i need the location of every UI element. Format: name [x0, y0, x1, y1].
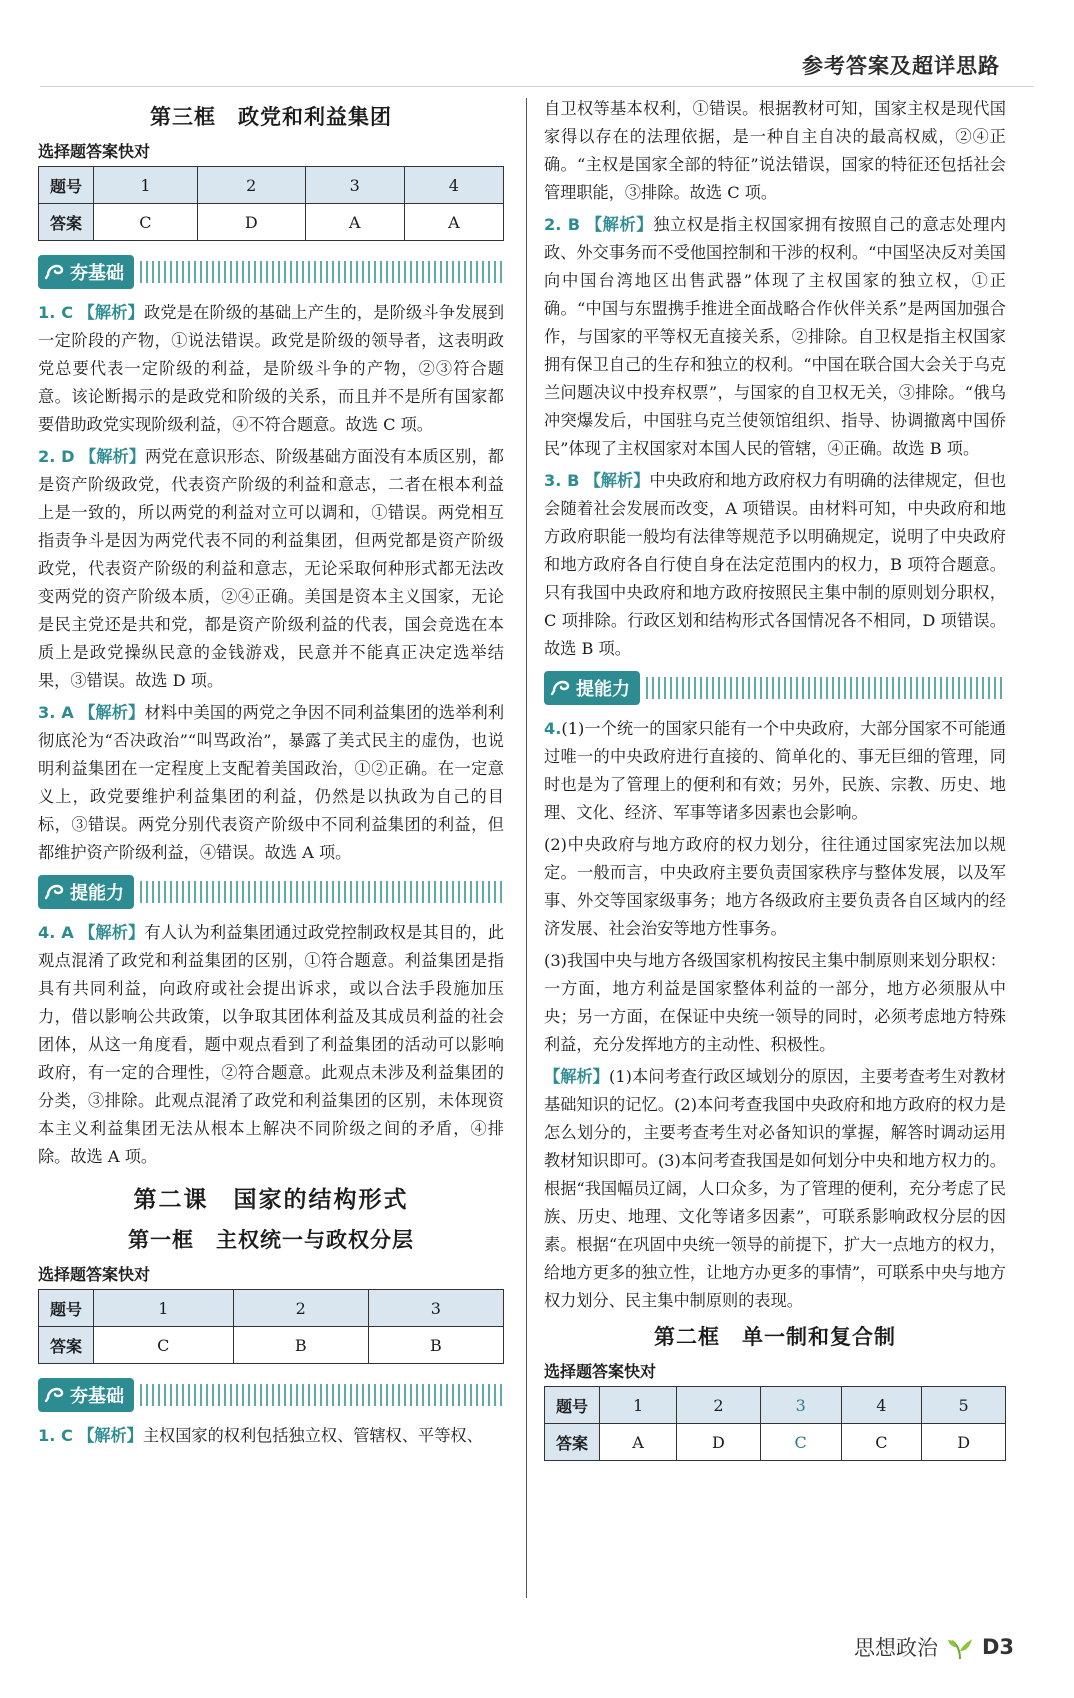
answer-cell: C	[94, 1327, 234, 1364]
row-header: 答案	[545, 1424, 600, 1461]
answer-item	[38, 1422, 504, 1450]
answer-item	[544, 211, 1006, 463]
answer-cell: A	[600, 1424, 677, 1461]
analysis-tag: 【解析】	[585, 215, 654, 234]
header-rule	[40, 86, 1034, 87]
question-number: 4. A	[38, 923, 74, 942]
answer-cell: D	[922, 1424, 1006, 1461]
answer-item-continued: 自卫权等基本权利，①错误。根据教材可知，国家主权是现代国家得以存在的法理依据，是一种自主自决的最高权威，②④正确。“主权是国家全部的特征”说法错误，国家的特征还包括社会管理职能，③排除。故选 C 项。	[544, 99, 1006, 202]
answer-table	[38, 166, 504, 241]
question-number: 2	[197, 167, 305, 204]
analysis-text: 材料中美国的两党之争因不同利益集团的选举利利彻底沦为“否决政治”“叫骂政治”，暴露了美式民主的虚伪，也说明利益集团在一定程度上支配着美国政治，①②正确。在一定意义上，政党要维护利益集团的利益，仍然是以执政为自己的目标，③错误。两党分别代表资产阶级中不同利益集团的利益，但都维护资产阶级利益，④错误。故选 A 项。	[38, 703, 505, 862]
answer-cell: B	[233, 1327, 368, 1364]
band-badge	[544, 671, 640, 705]
analysis-text: 有人认为利益集团通过政党控制政权是其目的，此观点混淆了政党和利益集团的区别，①符合题意。利益集团是指具有共同利益，向政府或社会提出诉求，或以合法手段施加压力，借以影响公共政策，以争取其团体利益及其成员利益的社会团体，从这一角度看，题中观点看到了利益集团的活动可以影响政府，有一定的合理性，②符合题意。此观点未涉及利益集团的分类，③排除。此观点混淆了政党和利益集团的区别，未体现资本主义利益集团无法从根本上解决不同阶级之间的矛盾，④排除。故选 A 项。	[38, 923, 505, 1166]
section-band-ability	[544, 669, 1006, 707]
analysis-tag: 【解析】	[79, 447, 146, 466]
answer-cell: C	[841, 1424, 922, 1461]
question-number: 3. A	[38, 703, 74, 722]
row-header: 题号	[39, 167, 94, 204]
question-number: 4	[404, 167, 503, 204]
quick-answer-label: 选择题答案快对	[38, 142, 151, 161]
question-number: 3. B	[544, 471, 580, 490]
band-label: 夯基础	[70, 1386, 124, 1407]
answer-item	[544, 467, 1006, 663]
analysis-tag: 【解析】	[78, 1426, 143, 1445]
section-title: 第一框 主权统一与政权分层	[128, 1228, 414, 1252]
right-column	[544, 95, 1006, 1473]
swirl-icon	[44, 881, 66, 903]
question-number: 1	[94, 1290, 234, 1327]
answer-table	[544, 1386, 1006, 1461]
analysis-tag: 【解析】	[78, 303, 144, 322]
question-number: 2. D	[38, 447, 75, 466]
question-number: 1	[94, 167, 198, 204]
swirl-icon	[44, 1384, 66, 1406]
analysis-block	[544, 1063, 1006, 1315]
band-label: 夯基础	[70, 263, 124, 284]
footer	[854, 1632, 1014, 1662]
leaf-icon	[946, 1633, 974, 1661]
analysis-text: 主权国家的权利包括独立权、管辖权、平等权、	[142, 1426, 483, 1445]
analysis-tag: 【解析】	[584, 471, 650, 490]
question-number: 1. C	[38, 1426, 73, 1445]
band-badge	[38, 255, 134, 289]
analysis-text: 两党在意识形态、阶级基础方面没有本质区别，都是资产阶级政党，代表资产阶级的利益和意志，二者在根本利益上是一致的，所以两党的利益对立可以调和，①错误。两党相互指责争斗是因为两党代表不同的利益集团，但两党都是资产阶级政党，代表资产阶级的利益和意志，无论采取何种形式都无法改变两党的资产阶级本质，②④正确。美国是资本主义国家，无论是民主党还是共和党，都是资产阶级利益的代表，国会竞选在本质上是政党操纵民意的金钱游戏，民意并不能真正决定选举结果，③错误。故选 D 项。	[38, 447, 504, 690]
answer-part: (1)一个统一的国家只能有一个中央政府，大部分国家不可能通过唯一的中央政府进行直接的、简单化的、事无巨细的管理，同时也是为了管理上的便利和有效；另外，民族、宗教、历史、地理、文化、经济、军事等诸多因素也会影响。	[544, 719, 1006, 822]
swirl-icon	[44, 261, 66, 283]
row-header: 题号	[545, 1387, 600, 1424]
page-number: D3	[981, 1635, 1014, 1659]
answer-item	[38, 919, 504, 1171]
quick-answer-label: 选择题答案快对	[38, 1265, 151, 1284]
question-number: 5	[922, 1387, 1006, 1424]
section-title: 第三框 政党和利益集团	[150, 105, 392, 129]
answer-item	[38, 699, 504, 867]
band-badge	[38, 1378, 134, 1412]
band-stripes	[140, 1384, 504, 1406]
column-divider	[526, 98, 527, 1598]
answer-part: (2)中央政府与地方政府的权力划分，往往通过国家宪法加以规定。一般而言，中央政府主要负责国家秩序与整体发展，以及军事、外交等国家级事务；地方各级政府主要负责各自区域内的经济发展、社会治安等地方性事务。	[544, 835, 1006, 938]
question-number: 2	[233, 1290, 368, 1327]
analysis-text: (1)本问考查行政区域划分的原因，主要考查考生对教材基础知识的记忆。(2)本问考查我国中央政府和地方政府的权力是怎么划分的，主要考查考生对必备知识的掌握，解答时调动运用教材知识即可。(3)本问考查我国是如何划分中央和地方权力的。根据“我国幅员辽阔，人口众多，为了管理的便利，充分考虑了民族、历史、地理、文化等诸多因素”，可联系影响政权分层的因素。根据“在巩固中央统一领导的前提下，扩大一点地方的权力，给地方更多的独立性，让地方办更多的事情”，可联系中央与地方权力划分、民主集中制原则的表现。	[544, 1067, 1006, 1310]
answer-cell: C	[94, 204, 198, 241]
question-number: 2	[677, 1387, 761, 1424]
question-number: 3	[305, 167, 404, 204]
analysis-tag: 【解析】	[544, 1067, 610, 1086]
question-number: 2. B	[544, 215, 581, 234]
answer-cell: A	[404, 204, 503, 241]
answer-part: (3)我国中央与地方各级国家机构按民主集中制原则来划分职权：一方面，地方利益是国家整体利益的一部分，地方必须服从中央；另一方面，在保证中央统一领导的同时，必须考虑地方特殊利益，充分发挥地方的主动性、积极性。	[544, 951, 1006, 1054]
analysis-text: 独立权是指主权国家拥有按照自己的意志处理内政、外交事务而不受他国控制和干涉的权利。“中国坚决反对美国向中国台湾地区出售武器”体现了主权国家的独立权，①正确。“中国与东盟携手推进全面战略合作伙伴关系”是两国加强合作，与国家的平等权无直接关系，②排除。自卫权是指主权国家拥有保卫自己的生存和独立的权利。“中国在联合国大会关于乌克兰问题决议中投弃权票”，与国家的自卫权无关，③排除。“俄乌冲突爆发后，中国驻乌克兰使领馆组织、指导、协调撤离中国侨民”体现了主权国家对本国人民的管辖，④正确。故选 B 项。	[544, 215, 1007, 458]
answer-table	[38, 1289, 504, 1364]
row-header: 答案	[39, 1327, 94, 1364]
answer-cell: A	[305, 204, 404, 241]
band-stripes	[646, 677, 1006, 699]
answer-item	[38, 443, 504, 695]
table-row	[39, 167, 504, 204]
table-row	[545, 1424, 1006, 1461]
lesson-title: 第二课 国家的结构形式	[133, 1187, 409, 1213]
band-stripes	[140, 261, 504, 283]
swirl-icon	[550, 677, 572, 699]
band-stripes	[140, 881, 504, 903]
question-number: 3	[760, 1387, 841, 1424]
footer-subject: 思想政治	[853, 1636, 938, 1660]
analysis-tag: 【解析】	[79, 703, 145, 722]
band-label: 提能力	[576, 679, 630, 700]
section-band-basic	[38, 1376, 504, 1414]
row-header: 答案	[39, 204, 94, 241]
table-row	[545, 1387, 1006, 1424]
row-header: 题号	[39, 1290, 94, 1327]
table-row	[39, 1327, 504, 1364]
question-number: 3	[368, 1290, 503, 1327]
left-column	[38, 95, 504, 1454]
analysis-text: 中央政府和地方政府权力有明确的法律规定，但也会随着社会发展而改变，A 项错误。由材料可知，中央政府和地方政府职能一般均有法律等规范予以明确规定，说明了中央政府和地方政府各自行使自身在法定范围内的权力，B 项符合题意。只有我国中央政府和地方政府按照民主集中制的原则划分职权，C 项排除。行政区划和结构形式各国情况各不相同，D 项错误。故选 B 项。	[544, 471, 1007, 658]
band-label: 提能力	[70, 883, 124, 904]
question-number: 4.	[544, 719, 562, 738]
question-number: 1	[600, 1387, 677, 1424]
answer-cell: D	[197, 204, 305, 241]
section-band-ability	[38, 873, 504, 911]
answer-cell: C	[760, 1424, 841, 1461]
question-number: 1. C	[38, 303, 74, 322]
table-row	[39, 204, 504, 241]
header-title: 参考答案及超详思路	[802, 54, 1000, 78]
quick-answer-label: 选择题答案快对	[544, 1362, 657, 1381]
section-title: 第二框 单一制和复合制	[654, 1325, 896, 1349]
answer-cell: B	[368, 1327, 503, 1364]
table-row	[39, 1290, 504, 1327]
answer-item	[544, 715, 1006, 827]
answer-item	[38, 299, 504, 439]
section-band-basic	[38, 253, 504, 291]
question-number: 4	[841, 1387, 922, 1424]
answer-cell: D	[677, 1424, 761, 1461]
analysis-tag: 【解析】	[79, 923, 145, 942]
analysis-text: 政党是在阶级的基础上产生的，是阶级斗争发展到一定阶段的产物，①说法错误。政党是阶级的领导者，这表明政党总要代表一定阶级的利益，是阶级斗争的产物，②③符合题意。该论断揭示的是政党和阶级的关系，而且并不是所有国家都要借助政党实现阶级利益，④不符合题意。故选 C 项。	[38, 303, 505, 434]
band-badge	[38, 875, 134, 909]
